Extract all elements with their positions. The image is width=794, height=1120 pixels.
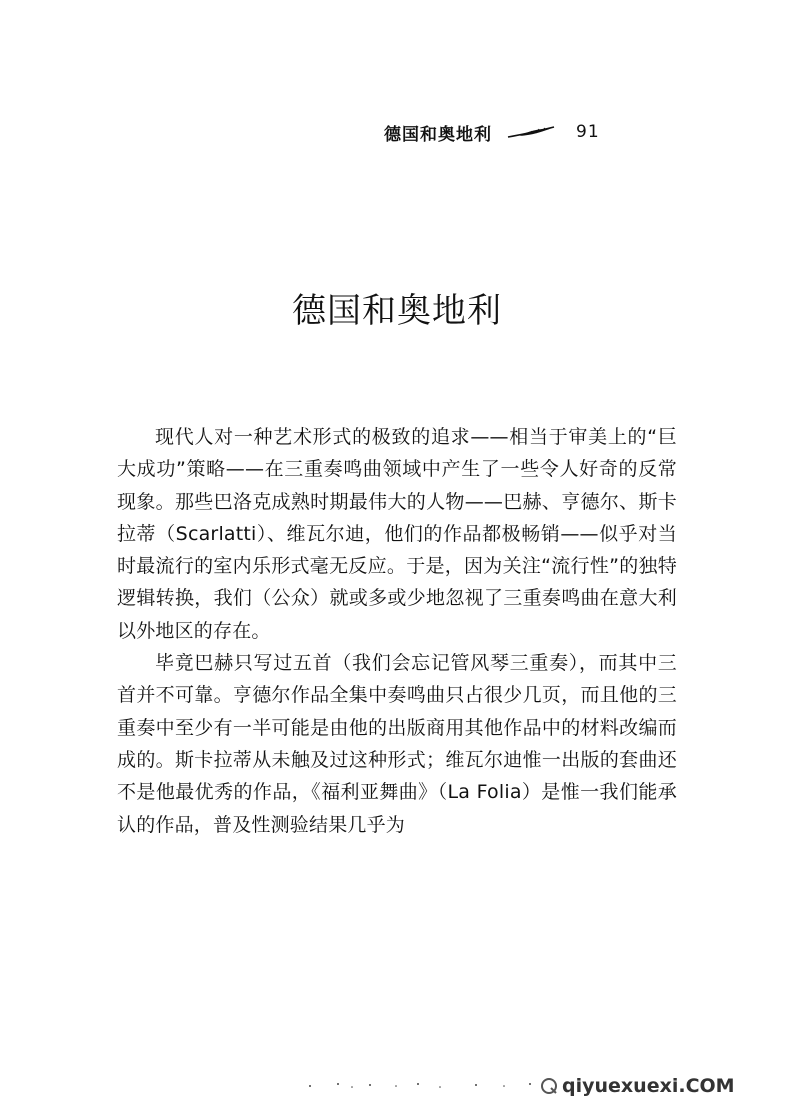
- paragraph-1: 现代人对一种艺术形式的极致的追求——相当于审美上的“巨大成功”策略——在三重奏鸣曲领域中产生了一些令人好奇的反常现象。那些巴洛克成熟时期最伟大的人物——巴赫、亨德尔、斯卡拉蒂（Scarlatti）、维瓦尔迪，他们的作品都极畅销——似乎对当时最流行的室内乐形式毫无反应。于是，因为关注“流行性”的独特逻辑转换，我们（公众）就或多或少地忽视了三重奏鸣曲在意大利以外地区的存在。: [117, 426, 677, 642]
- quill-flourish-icon: [506, 125, 556, 139]
- paragraph-2: 毕竟巴赫只写过五首（我们会忘记管风琴三重奏），而其中三首并不可靠。亨德尔作品全集中奏鸣曲只占很少几页，而且他的三重奏中至少有一半可能是由他的出版商用其他作品中的材料改编而成的。斯卡拉蒂从未触及过这种形式；维瓦尔迪惟一出版的套曲还不是他最优秀的作品，《福利亚舞曲》（La Folia）是惟一我们能承认的作品，普及性测验结果几乎为: [117, 652, 677, 836]
- watermark-text: qiyuexuexi.COM: [562, 1075, 735, 1097]
- page-number: 91: [576, 122, 600, 142]
- body-text: [117, 421, 677, 841]
- scan-noise-dots: [300, 1078, 540, 1092]
- running-head: [384, 118, 684, 146]
- q-logo-icon: [540, 1077, 558, 1095]
- running-title: 德国和奥地利: [384, 124, 492, 145]
- chapter-title: 德国和奥地利: [292, 291, 502, 331]
- site-watermark: [540, 1076, 780, 1096]
